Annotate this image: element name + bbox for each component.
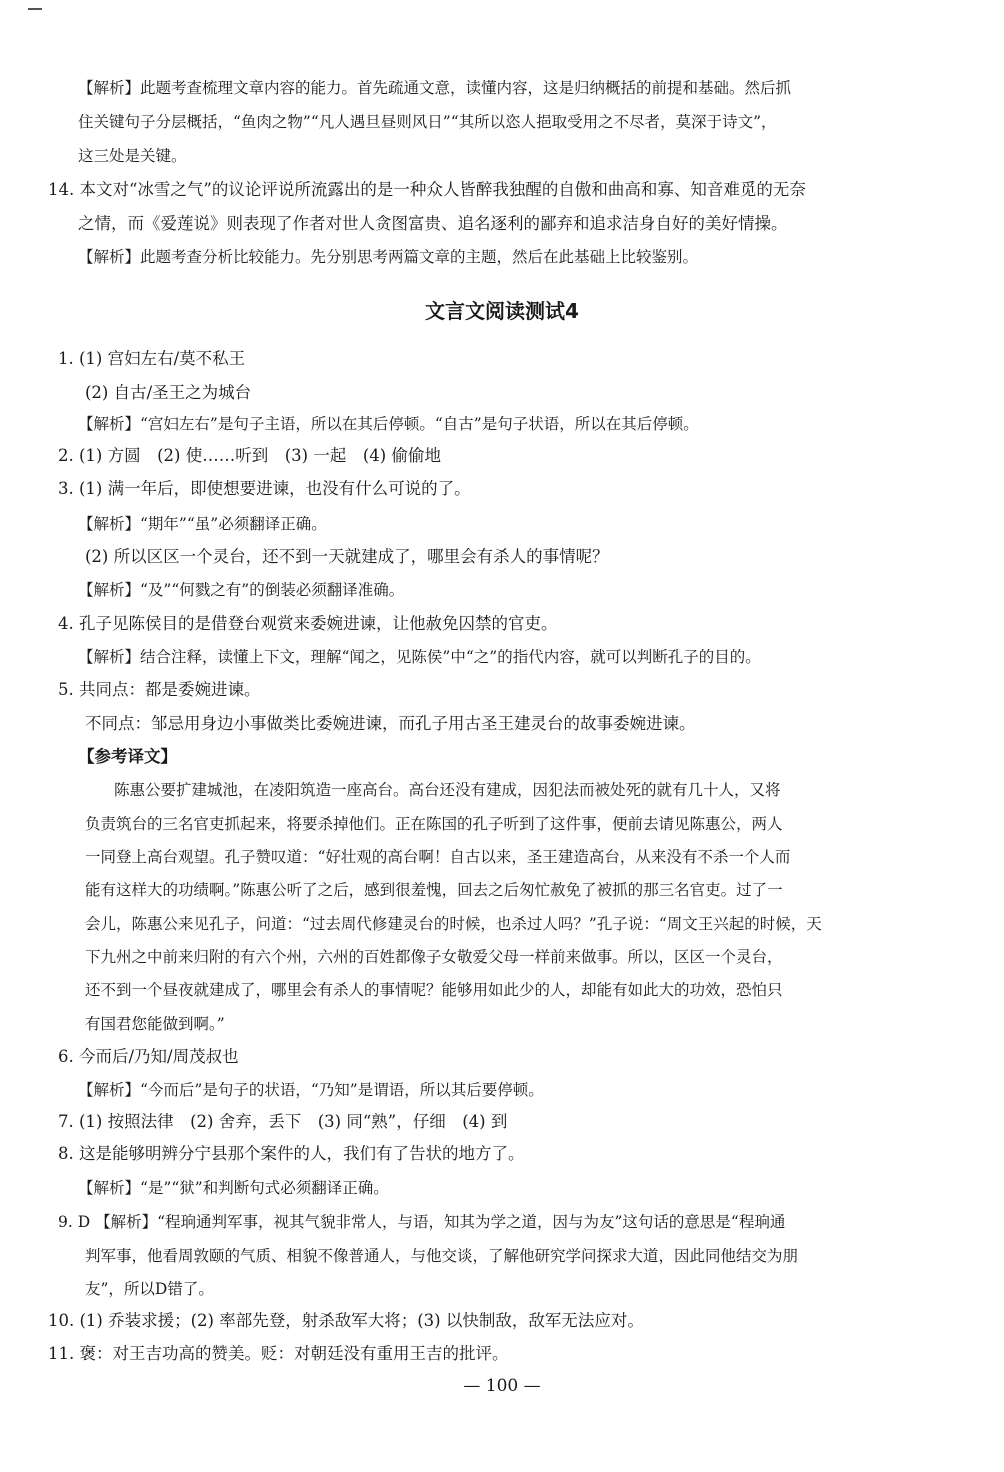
answer-11: 11. 褒：对王吉功高的赞美。贬：对朝廷没有重用王吉的批评。: [48, 1344, 509, 1363]
analysis-8: 【解析】“是”“狱”和判断句式必须翻译正确。: [78, 1179, 389, 1197]
reference-translation-heading: 【参考译文】: [78, 747, 177, 766]
answer-5: 5. 共同点：都是委婉进谏。: [58, 680, 261, 699]
page-number: — 100 —: [463, 1376, 541, 1396]
translation-line-7: 还不到一个昼夜就建成了，哪里会有杀人的事情呢？能够用如此少的人，却能有如此大的功效，恐怕只: [85, 981, 783, 999]
translation-line-8: 有国君您能做到啊。”: [85, 1015, 225, 1033]
section-title: 文言文阅读测试4: [425, 299, 579, 323]
analysis-6: 【解析】“今而后”是句子的状语，“乃知”是谓语，所以其后要停顿。: [78, 1081, 544, 1099]
analysis-4: 【解析】结合注释，读懂上下文，理解“闻之，见陈侯”中“之”的指代内容，就可以判断孔子的目的。: [78, 648, 761, 666]
analysis-13: 【解析】此题考查梳理文章内容的能力。首先疏通文意，读懂内容，这是归纳概括的前提和基础。然后抓: [78, 79, 792, 97]
analysis-1: 【解析】“宫妇左右”是句子主语，所以在其后停顿。“自古”是句子状语，所以在其后停顿。: [78, 415, 699, 433]
translation-line-6: 下九州之中前来归附的有六个州，六州的百姓都像子女敬爱父母一样前来做事。所以，区区一个灵台，: [85, 948, 783, 966]
translation-line-1: 陈惠公要扩建城池，在凌阳筑造一座高台。高台还没有建成，因犯法而被处死的就有几十人，又将: [114, 781, 781, 799]
translation-line-2: 负责筑台的三名官吏抓起来，将要杀掉他们。正在陈国的孔子听到了这件事，便前去请见陈惠公，两人: [85, 815, 783, 833]
analysis-3-1: 【解析】“期年”“虽”必须翻译正确。: [78, 515, 327, 533]
analysis-13-line2: 住关键句子分层概括，“鱼肉之物”“凡人遇旦昼则风日”“其所以恣人挹取受用之不尽者，莫深于诗文”，: [78, 113, 777, 131]
analysis-14: 【解析】此题考查分析比较能力。先分别思考两篇文章的主题，然后在此基础上比较鉴别。: [78, 248, 699, 266]
analysis-3-2: 【解析】“及”“何戮之有”的倒装必须翻译准确。: [78, 581, 405, 599]
answer-3: 3. (1) 满一年后，即使想要进谏，也没有什么可说的了。: [58, 479, 471, 498]
answer-9: 9. D 【解析】“程珦通判军事，视其气貌非常人，与语，知其为学之道，因与为友”这句话的意思是“程珦通: [58, 1213, 786, 1231]
answer-9-line3: 友”，所以D错了。: [85, 1280, 214, 1298]
answer-1-part2: (2) 自古/圣王之为城台: [85, 383, 252, 402]
answer-6: 6. 今而后/乃知/周茂叔也: [58, 1047, 239, 1066]
translation-line-4: 能有这样大的功绩啊。”陈惠公听了之后，感到很羞愧，回去之后匆忙赦免了被抓的那三名官吏。过了一: [85, 881, 783, 899]
analysis-13-line3: 这三处是关键。: [78, 147, 187, 165]
answer-14-line2: 之情，而《爱莲说》则表现了作者对世人贪图富贵、追名逐利的鄙弃和追求洁身自好的美好情操。: [78, 214, 788, 233]
answer-14: 14. 本文对“冰雪之气”的议论评说所流露出的是一种众人皆醉我独醒的自傲和曲高和寡、知音难觅的无奈: [48, 180, 806, 199]
translation-line-5: 会儿，陈惠公来见孔子，问道：“过去周代修建灵台的时候，也杀过人吗？”孔子说：“周文王兴起的时候，天: [85, 915, 822, 933]
answer-3-part2: (2) 所以区区一个灵台，还不到一天就建成了，哪里会有杀人的事情呢？: [85, 547, 609, 566]
answer-8: 8. 这是能够明辨分宁县那个案件的人，我们有了告状的地方了。: [58, 1144, 525, 1163]
answer-9-line2: 判军事，他看周敦颐的气质、相貌不像普通人，与他交谈，了解他研究学问探求大道，因此同他结交为朋: [85, 1247, 799, 1265]
top-edge-mark: [28, 8, 42, 10]
answer-4: 4. 孔子见陈侯目的是借登台观赏来委婉进谏，让他赦免囚禁的官吏。: [58, 614, 558, 633]
translation-line-3: 一同登上高台观望。孔子赞叹道：“好壮观的高台啊！自古以来，圣王建造高台，从来没有不杀一个人而: [85, 848, 791, 866]
answer-7: 7. (1) 按照法律 (2) 舍弃，丢下 (3) 同“熟”，仔细 (4) 到: [58, 1112, 508, 1131]
answer-10: 10. (1) 乔装求援；(2) 率部先登，射杀敌军大将；(3) 以快制敌，敌军无法应对。: [48, 1311, 644, 1330]
answer-1: 1. (1) 宫妇左右/莫不私王: [58, 349, 246, 368]
answer-5-difference: 不同点：邹忌用身边小事做类比委婉进谏，而孔子用古圣王建灵台的故事委婉进谏。: [85, 714, 696, 733]
answer-2: 2. (1) 方圆 (2) 使……听到 (3) 一起 (4) 偷偷地: [58, 446, 441, 465]
